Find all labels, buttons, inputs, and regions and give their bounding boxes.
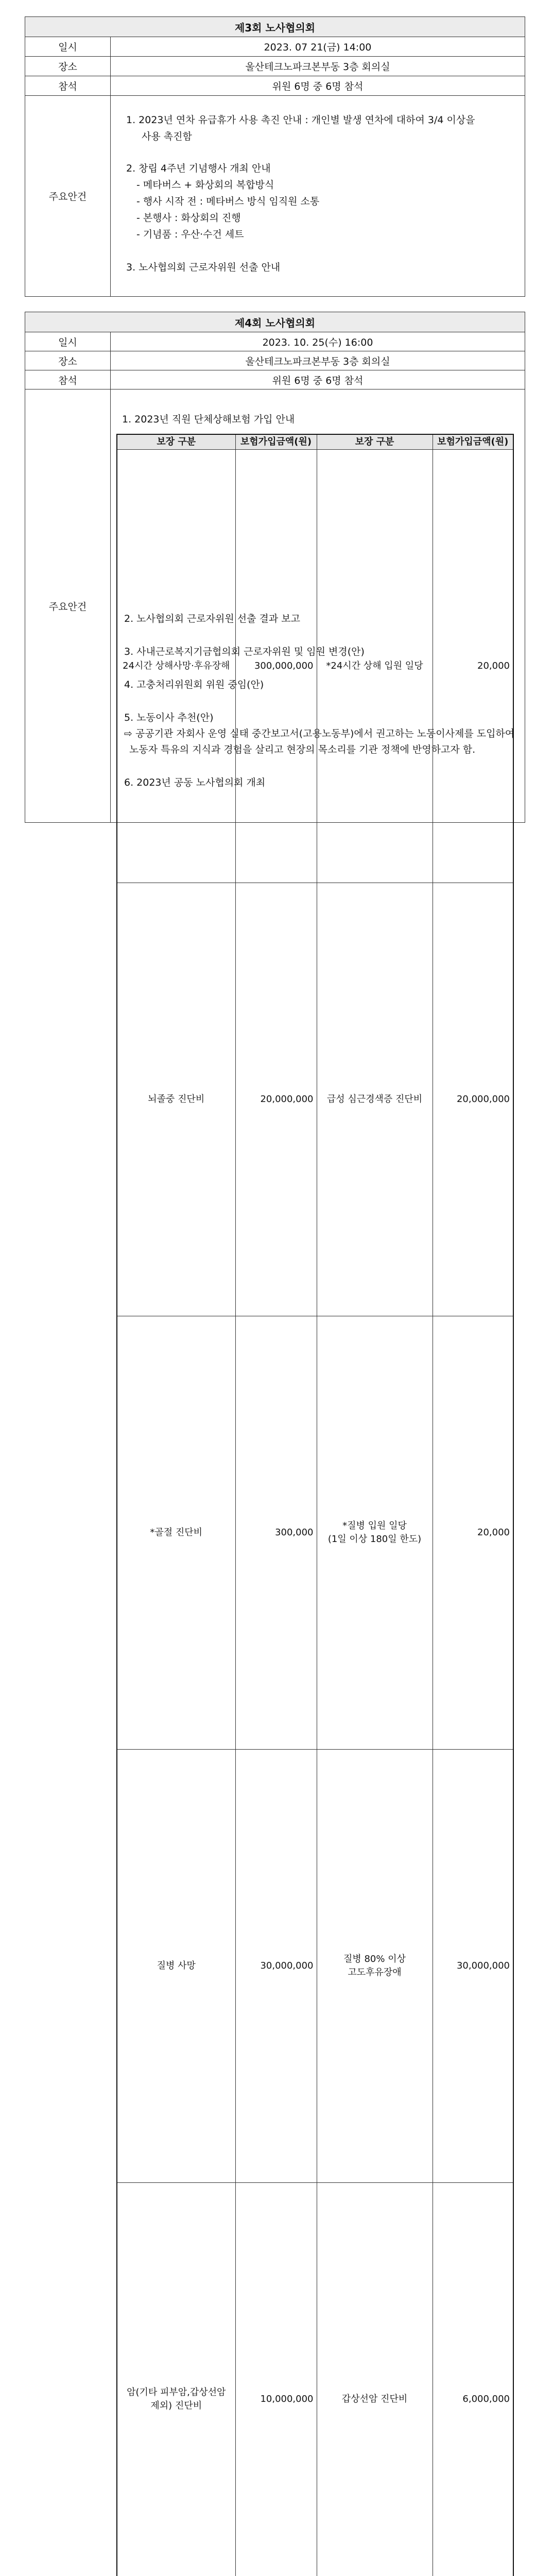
table-row — [117, 2183, 513, 2576]
meeting4-title: 제4회 노사협의회 — [25, 312, 525, 332]
agenda-subitem: ⇨ 공공기관 자회사 운영 실태 중간보고서(고용노동부)에서 권고하는 노동이사제를 도입하여 — [124, 727, 514, 740]
meeting3-title: 제3회 노사협의회 — [25, 17, 525, 37]
agenda-item: 사용 촉진함 — [142, 130, 192, 143]
coverage-item: *골절 진단비 — [117, 1316, 235, 1750]
meeting3-place-value: 울산테크노파크본부동 3층 회의실 — [111, 57, 525, 76]
table-row — [117, 1750, 513, 2183]
agenda-item: 5. 노동이사 추천(안) — [124, 711, 214, 724]
coverage-amount: 20,000 — [433, 1316, 513, 1750]
meeting4-place-label: 장소 — [25, 351, 111, 370]
meeting4-attend-label: 참석 — [25, 370, 111, 389]
agenda-item: 6. 2023년 공동 노사협의회 개최 — [124, 776, 265, 789]
meeting3-date-label: 일시 — [25, 37, 111, 57]
meeting4-attend-value: 위원 6명 중 6명 참석 — [111, 370, 525, 389]
agenda-subitem: 노동자 특유의 지식과 경험을 살리고 현장의 목소리를 기관 정책에 반영하고자 함. — [129, 743, 475, 756]
coverage-amount: 20,000 — [433, 450, 513, 883]
table-row — [117, 450, 513, 883]
meeting3-attend-value: 위원 6명 중 6명 참석 — [111, 76, 525, 96]
coverage-item: 갑상선암 진단비 — [317, 2183, 433, 2576]
agenda-item: 1. 2023년 직원 단체상해보험 가입 안내 — [122, 413, 295, 426]
coverage-amount: 300,000,000 — [235, 450, 317, 883]
agenda-subitem: - 기념품 : 우산·수건 세트 — [136, 228, 244, 241]
meeting4-date-value: 2023. 10. 25(수) 16:00 — [111, 332, 525, 351]
coverage-item: 질병 80% 이상 고도후유장애 — [317, 1750, 433, 2183]
meeting3-table — [25, 16, 525, 297]
coverage-amount: 10,000,000 — [235, 2183, 317, 2576]
table-row — [117, 1316, 513, 1750]
meeting3-place-label: 장소 — [25, 57, 111, 76]
agenda-item: 3. 노사협의회 근로자위원 선출 안내 — [126, 261, 280, 274]
coverage-header: 보험가입금액(원) — [433, 434, 513, 450]
agenda-subitem: - 본행사 : 화상회의 진행 — [136, 211, 241, 225]
coverage-amount: 20,000,000 — [433, 883, 513, 1316]
meeting4-place-value: 울산테크노파크본부동 3층 회의실 — [111, 351, 525, 370]
coverage-amount: 30,000,000 — [235, 1750, 317, 2183]
meeting3-agenda — [111, 96, 525, 297]
meeting4-date-label: 일시 — [25, 332, 111, 351]
coverage-item: 뇌졸중 진단비 — [117, 883, 235, 1316]
meeting3-date-value: 2023. 07 21(금) 14:00 — [111, 37, 525, 57]
meeting3-agenda-label: 주요안건 — [25, 96, 111, 297]
coverage-item: 암(기타 피부암,갑상선암 제외) 진단비 — [117, 2183, 235, 2576]
coverage-amount: 30,000,000 — [433, 1750, 513, 2183]
meeting4-agenda — [111, 389, 525, 823]
coverage-item: 질병 사망 — [117, 1750, 235, 2183]
agenda-item: 2. 창립 4주년 기념행사 개최 안내 — [126, 162, 271, 175]
agenda-subitem: - 행사 시작 전 : 메타버스 방식 임직원 소통 — [136, 195, 319, 208]
coverage-item: 급성 심근경색증 진단비 — [317, 883, 433, 1316]
table-row — [117, 883, 513, 1316]
coverage-amount: 300,000 — [235, 1316, 317, 1750]
meeting4-table — [25, 312, 525, 823]
coverage-header: 보장 구분 — [117, 434, 235, 450]
coverage-amount: 20,000,000 — [235, 883, 317, 1316]
coverage-item: *질병 입원 일당 (1일 이상 180일 한도) — [317, 1316, 433, 1750]
agenda-subitem: - 메타버스 + 화상회의 복합방식 — [136, 178, 274, 192]
agenda-item: 4. 고충처리위원회 위원 중임(안) — [124, 678, 264, 691]
coverage-header: 보장 구분 — [317, 434, 433, 450]
agenda-item: 1. 2023년 연차 유급휴가 사용 촉진 안내 : 개인별 발생 연차에 대하여 3/4 이상을 — [126, 113, 475, 127]
agenda-item: 2. 노사협의회 근로자위원 선출 결과 보고 — [124, 612, 300, 625]
meeting3-attend-label: 참석 — [25, 76, 111, 96]
coverage-item: 24시간 상해사망·후유장해 — [117, 450, 235, 883]
coverage-item: *24시간 상해 입원 일당 — [317, 450, 433, 883]
agenda-item: 3. 사내근로복지기금협의회 근로자위원 및 임원 변경(안) — [124, 645, 365, 658]
coverage-header: 보험가입금액(원) — [235, 434, 317, 450]
meeting4-agenda-label: 주요안건 — [25, 389, 111, 823]
coverage-amount: 6,000,000 — [433, 2183, 513, 2576]
